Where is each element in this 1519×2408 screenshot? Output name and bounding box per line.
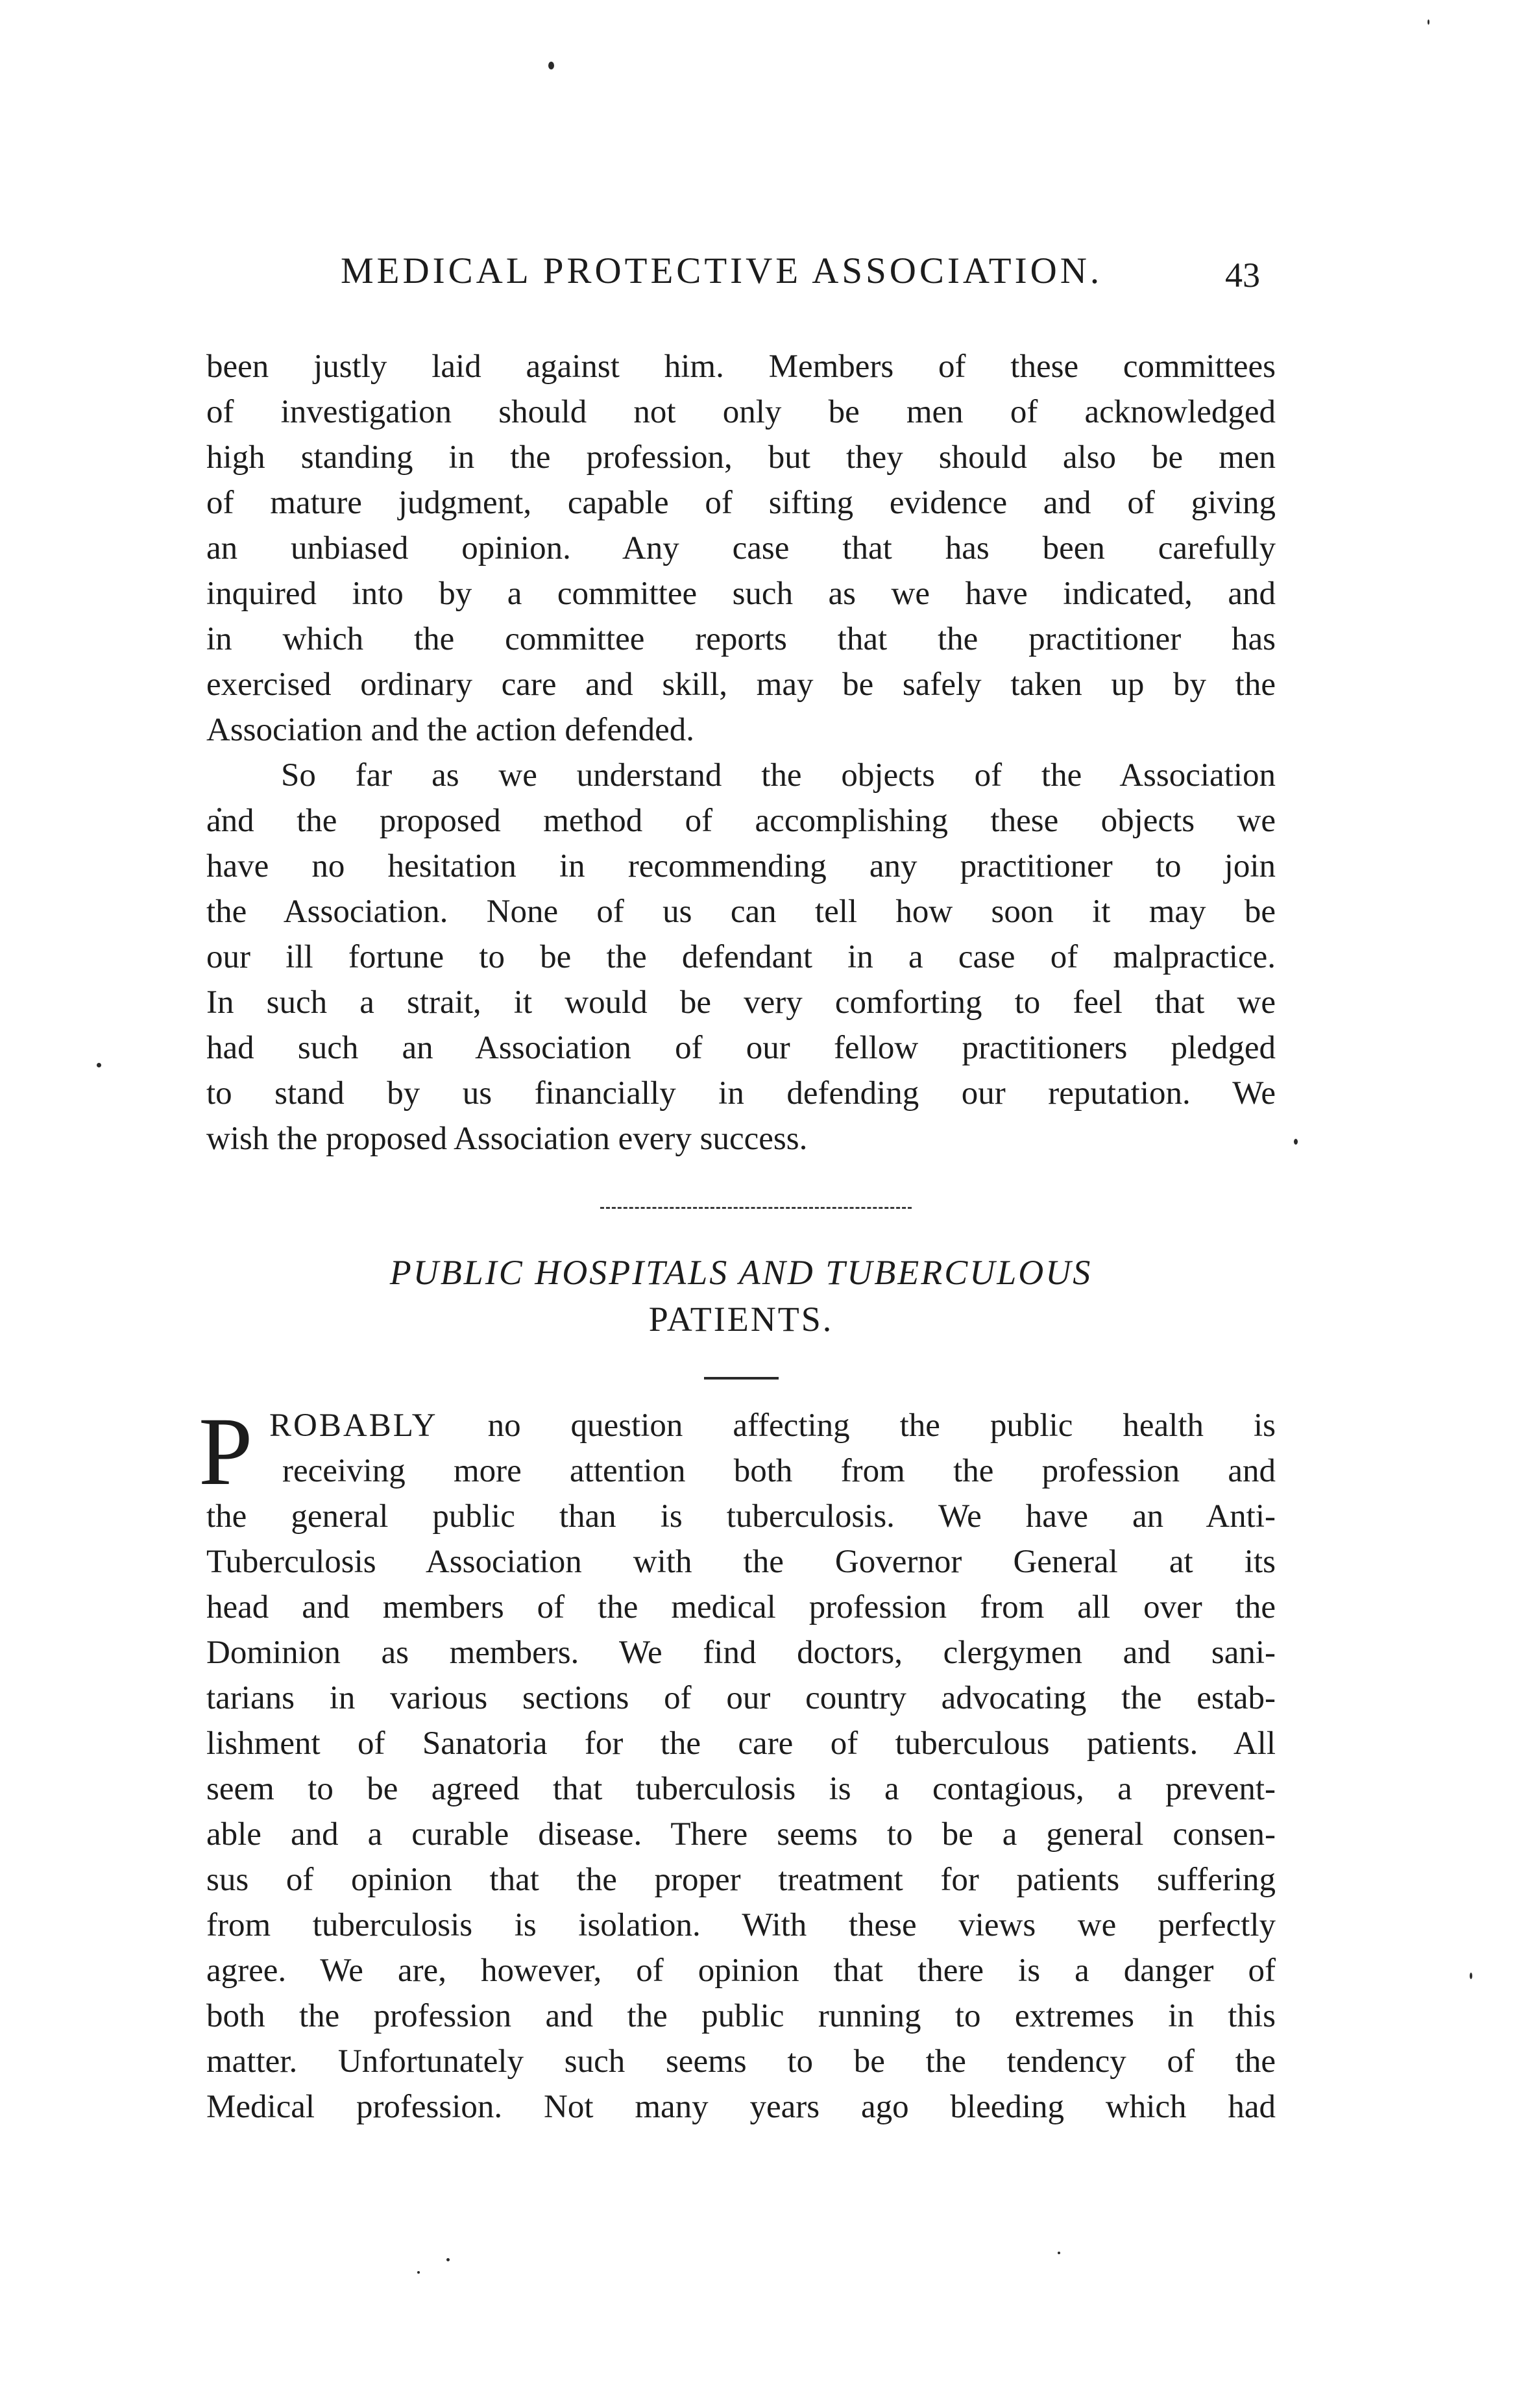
text-line: exercised ordinary care and skill, may be safely taken up by the xyxy=(206,666,1276,703)
text-line: inquired into by a committee such as we have indicated, and xyxy=(206,576,1276,612)
text-line: matter. Unfortunately such seems to be the tendency of the xyxy=(206,2043,1276,2080)
print-speck xyxy=(1470,1973,1472,1979)
text-line: and the proposed method of accomplishing these objects we xyxy=(206,803,1276,839)
text-line: agree. We are, however, of opinion that there is a danger of xyxy=(206,1952,1276,1989)
text-line: of investigation should not only be men of acknowledged xyxy=(206,394,1276,430)
text-line: sus of opinion that the proper treatment for patients suffering xyxy=(206,1862,1276,1898)
print-speck xyxy=(1428,19,1429,25)
print-speck xyxy=(1294,1139,1298,1145)
text-line: Medical profession. Not many years ago bleeding which had xyxy=(206,2089,1276,2125)
text-line: Dominion as members. We find doctors, clergymen and sani- xyxy=(206,1635,1276,1671)
text-line: receiving more attention both from the profession and xyxy=(282,1453,1276,1489)
text-line: in which the committee reports that the practitioner has xyxy=(206,621,1276,657)
text-line: seem to be agreed that tuberculosis is a contagious, a prevent- xyxy=(206,1771,1276,1807)
article-title: PUBLIC HOSPITALS AND TUBERCULOUS xyxy=(389,1253,1093,1292)
print-speck xyxy=(417,2271,420,2274)
title-rule xyxy=(704,1377,779,1380)
text-line: the general public than is tuberculosis. We have an Anti- xyxy=(206,1498,1276,1535)
print-speck xyxy=(548,62,554,69)
text-line: high standing in the profession, but they should also be men xyxy=(206,439,1276,476)
text-line: have no hesitation in recommending any practitioner to join xyxy=(206,848,1276,884)
text-line: lishment of Sanatoria for the care of tuberculous patients. All xyxy=(206,1725,1276,1762)
text-line: from tuberculosis is isolation. With these views we perfectly xyxy=(206,1907,1276,1943)
article-opening xyxy=(269,1403,1276,1494)
text-line: an unbiased opinion. Any case that has been carefully xyxy=(206,530,1276,566)
text-line: of mature judgment, capable of sifting evidence and of giving xyxy=(206,485,1276,521)
text-line: the Association. None of us can tell how soon it may be xyxy=(206,894,1276,930)
running-title: MEDICAL PROTECTIVE ASSOCIATION. xyxy=(341,250,1103,291)
text-line: been justly laid against him. Members of these committees xyxy=(206,348,1276,385)
running-head xyxy=(0,250,1519,302)
print-speck xyxy=(446,2258,450,2261)
opening-word: ROBABLY xyxy=(269,1407,438,1444)
text-line: Tuberculosis Association with the Governor General at its xyxy=(206,1544,1276,1580)
page-number: 43 xyxy=(1225,256,1260,295)
section-previous-article xyxy=(206,344,1276,1161)
text-line: both the profession and the public running to extremes in this xyxy=(206,1998,1276,2034)
article-title-continued: PATIENTS. xyxy=(648,1300,834,1339)
print-speck xyxy=(1058,2252,1060,2254)
article-body xyxy=(206,1494,1276,2130)
drop-cap: P xyxy=(199,1398,253,1505)
text-line: tarians in various sections of our country advocating the estab- xyxy=(206,1680,1276,1716)
section-divider xyxy=(600,1207,912,1209)
text-line: our ill fortune to be the defendant in a case of malpractice. xyxy=(206,939,1276,975)
opening-line-rest: no question affecting the public health is xyxy=(487,1407,1276,1444)
text-line: wish the proposed Association every success. xyxy=(206,1121,808,1157)
text-line: head and members of the medical profession from all over the xyxy=(206,1589,1276,1625)
paragraph-first-line: So far as we understand the objects of the Association xyxy=(281,757,1276,794)
text-line: Association and the action defended. xyxy=(206,712,695,748)
text-line: able and a curable disease. There seems to be a general consen- xyxy=(206,1816,1276,1853)
print-speck xyxy=(97,1063,101,1067)
text-line: had such an Association of our fellow practitioners pledged xyxy=(206,1030,1276,1066)
text-line: to stand by us financially in defending our reputation. We xyxy=(206,1075,1276,1112)
text-line: In such a strait, it would be very comforting to feel that we xyxy=(206,984,1276,1021)
opening-line xyxy=(269,1403,1276,1448)
